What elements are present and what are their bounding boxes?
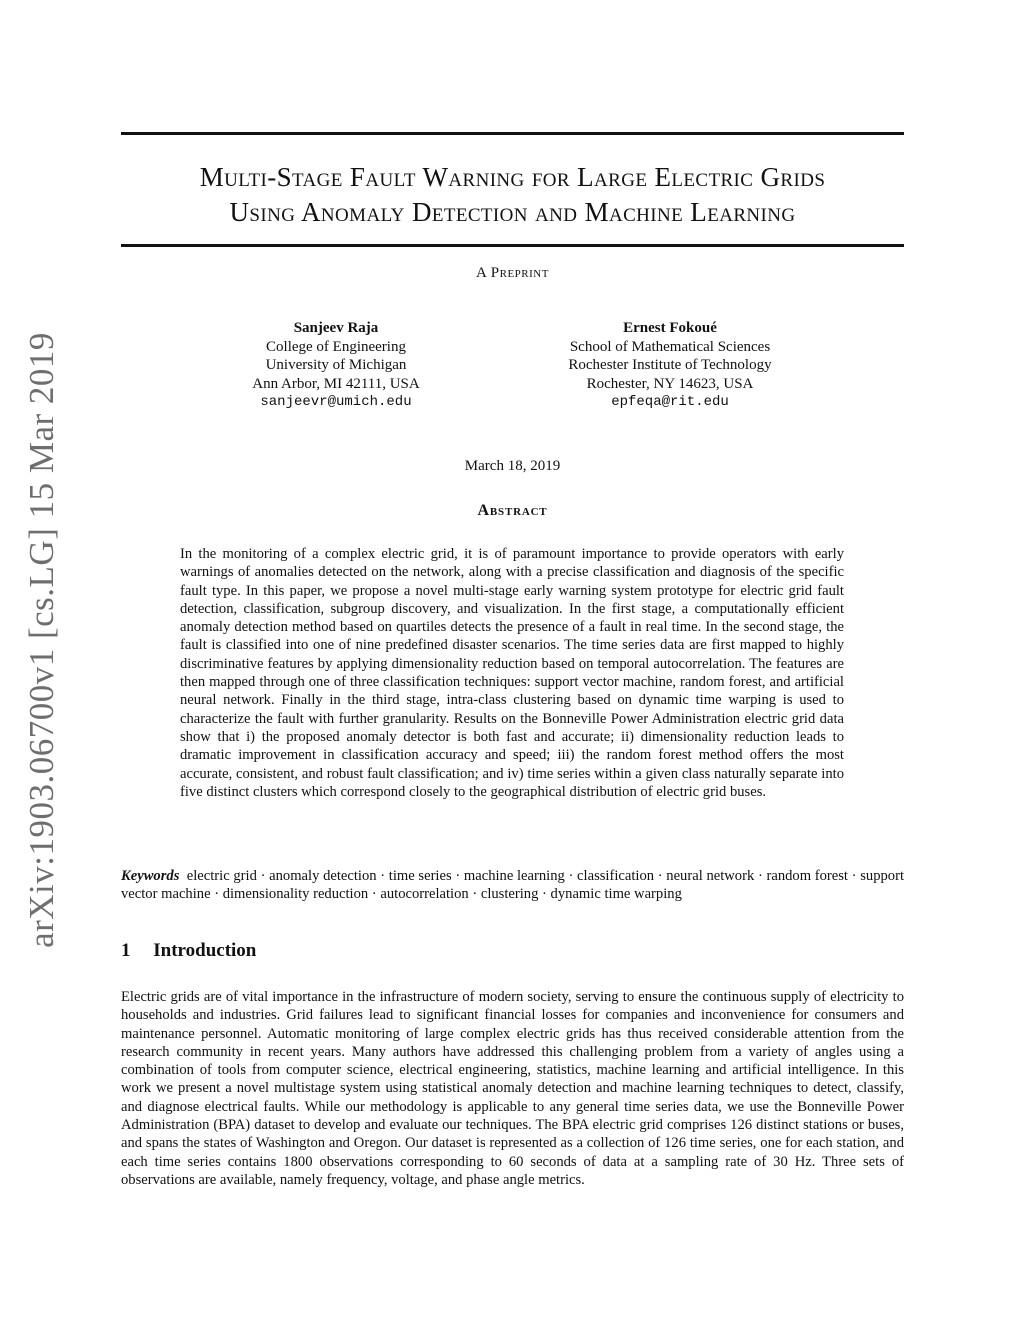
keywords-list: electric grid · anomaly detection · time series · machine learning · classification · neural network · random forest · support vector machine · dimensionality reduction · autocorrelation · clustering · dynamic time warping	[121, 868, 905, 903]
author-block-2	[510, 319, 830, 412]
title-line-1: Multi-Stage Fault Warning for Large Electric Grids	[199, 162, 826, 192]
title-bottom-rule	[121, 244, 904, 247]
paper-title	[121, 160, 904, 230]
author-department: School of Mathematical Sciences	[569, 338, 771, 355]
section-number: 1	[121, 940, 131, 961]
preprint-label: A Preprint	[476, 265, 549, 281]
introduction-paragraph: Electric grids are of vital importance in the infrastructure of modern society, serving to ensure the continuous supply of electricity to households and industries. Grid failures lead to significant financial losses for companies and inconvenience for consumers and maintenance personnel. Automatic monitoring of large complex electric grids has thus received considerable attention from the research community in recent years. Many authors have addressed this challenging problem from a variety of angles using a combination of tools from computer science, electrical engineering, statistics, machine learning and artificial intelligence. In this work we present a novel multistage system using statistical anomaly detection and machine learning techniques to detect, classify, and diagnose electrical faults. While our methodology is applicable to any general time series data, we use the Bonneville Power Administration (BPA) dataset to develop and evaluate our techniques. The BPA electric grid comprises 126 distinct stations or buses, and spans the states of Washington and Oregon. Our dataset is represented as a collection of 126 time series, one for each station, and each time series contains 1800 observations corresponding to 60 seconds of data at a sampling rate of 30 Hz. Three sets of observations are available, namely frequency, voltage, and phase angle metrics.	[121, 989, 904, 1188]
title-top-rule	[121, 132, 904, 135]
author-email: epfeqa@rit.edu	[611, 394, 729, 410]
arxiv-identifier: arXiv:1903.06700v1 [cs.LG] 15 Mar 2019	[22, 332, 61, 948]
author-department: College of Engineering	[266, 338, 406, 355]
author-name: Sanjeev Raja	[293, 320, 379, 336]
paper-date: March 18, 2019	[464, 458, 561, 474]
author-institution: University of Michigan	[265, 357, 407, 373]
author-institution: Rochester Institute of Technology	[568, 357, 772, 373]
abstract-heading: Abstract	[477, 502, 548, 519]
section-heading-introduction	[121, 940, 256, 962]
author-block-1	[176, 319, 496, 412]
abstract-text: In the monitoring of a complex electric grid, it is of paramount importance to provide operators with early warnings of anomalies detected on the network, along with a precise classification and diagnosis of the specific fault type. In this paper, we propose a novel multi-stage early warning system prototype for electric grid fault detection, classification, subgroup discovery, and visualization. In the first stage, a computationally efficient anomaly detection method based on quartiles detects the presence of a fault in real time. In the second stage, the fault is classified into one of nine predefined disaster scenarios. The time series data are first mapped to highly discriminative features by applying dimensionality reduction based on temporal autocorrelation. The features are then mapped through one of three classification techniques: support vector machine, random forest, and artificial neural network. Finally in the third stage, intra-class clustering based on dynamic time warping is used to characterize the fault with further granularity. Results on the Bonneville Power Administration electric grid data show that i) the proposed anomaly detector is both fast and accurate; ii) dimensionality reduction leads to dramatic improvement in classification accuracy and speed; iii) the random forest method offers the most accurate, consistent, and robust fault classification; and iv) time series within a given class naturally separate into five distinct clusters which correspond closely to the geographical distribution of electric grid buses.	[180, 546, 844, 800]
author-address: Ann Arbor, MI 42111, USA	[252, 375, 420, 392]
section-title: Introduction	[153, 940, 257, 961]
title-line-2: Using Anomaly Detection and Machine Learning	[229, 197, 796, 227]
author-name: Ernest Fokoué	[623, 320, 717, 336]
author-address: Rochester, NY 14623, USA	[586, 375, 754, 392]
author-email: sanjeevr@umich.edu	[260, 394, 412, 410]
keywords-paragraph	[121, 867, 904, 904]
keywords-label: Keywords	[121, 868, 180, 884]
